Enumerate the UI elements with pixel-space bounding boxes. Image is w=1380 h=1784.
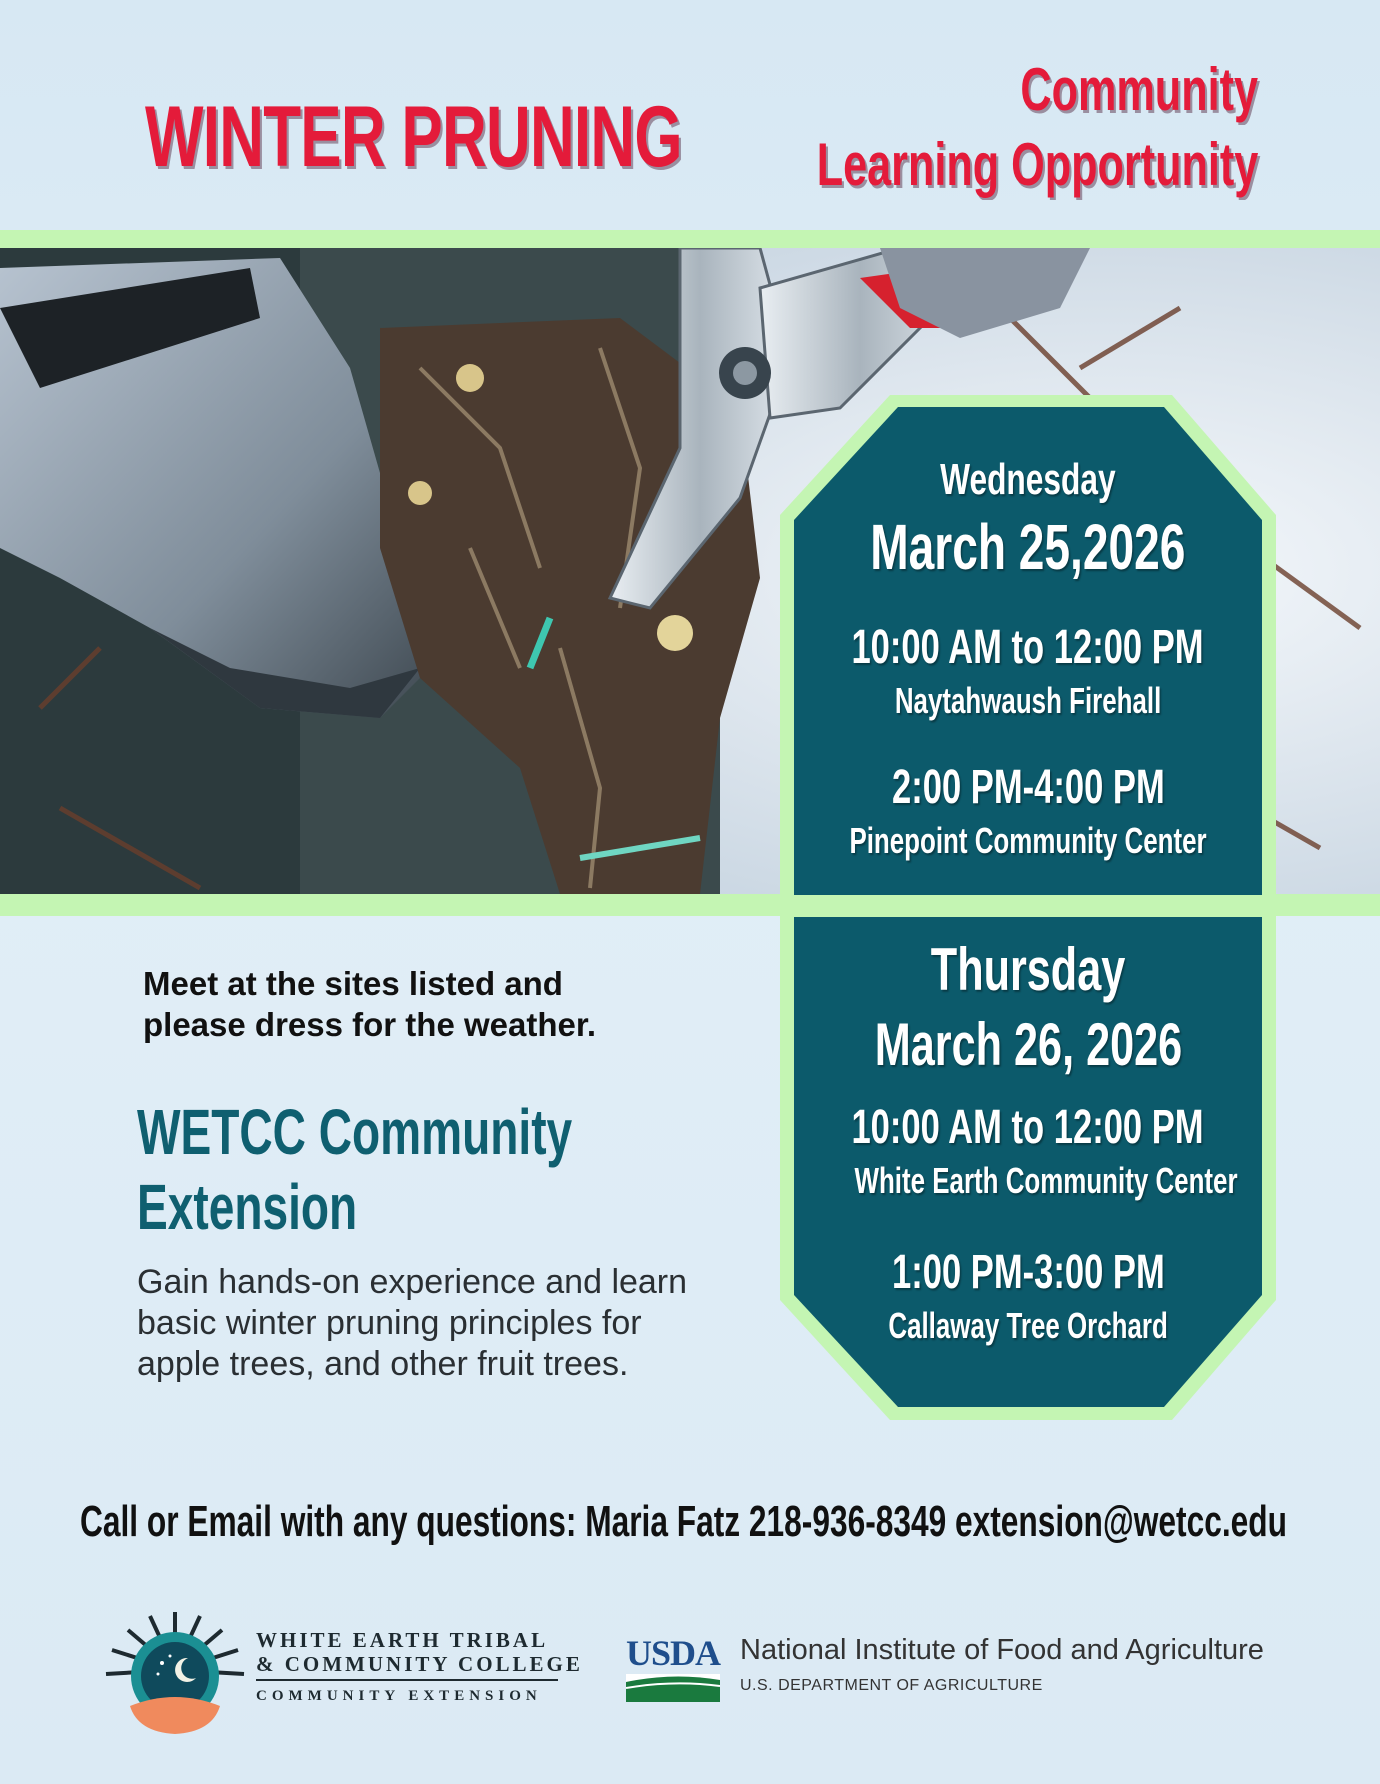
wetcc-logo-icon (100, 1608, 250, 1738)
wetcc-divider (256, 1679, 558, 1681)
wetcc-name-line-1: WHITE EARTH TRIBAL (256, 1628, 549, 1652)
day1-date: March 25,2026 (870, 511, 1186, 583)
nifa-name: National Institute of Food and Agriculture (740, 1634, 1264, 1666)
usda-wordmark: USDA (626, 1633, 721, 1673)
subtitle-line-2: Learning Opportunity (816, 131, 1258, 198)
schedule-panel (780, 395, 1276, 1420)
contact-line: Call or Email with any questions: Maria Fatz 218-936-8349 extension@wetcc.edu (80, 1497, 1287, 1546)
description: Gain hands-on experience and learn basic winter pruning principles for apple trees, and other fruit trees. (137, 1263, 688, 1383)
wetcc-name-line-2: & COMMUNITY COLLEGE (256, 1652, 583, 1676)
wetcc-name-line-3: COMMUNITY EXTENSION (256, 1688, 542, 1704)
extension-title-line-2: Extension (137, 1171, 358, 1243)
day2-weekday: Thursday (930, 936, 1126, 1003)
usda-field-icon (626, 1674, 720, 1702)
meet-note-line-1: Meet at the sites listed and (143, 965, 563, 1002)
day1-session1-time: 10:00 AM to 12:00 PM (851, 621, 1205, 674)
nifa-subtitle: U.S. DEPARTMENT OF AGRICULTURE (740, 1677, 1043, 1694)
accent-band-top (0, 230, 1380, 248)
day2-session1-location: White Earth Community Center (854, 1160, 1238, 1201)
day1-session2-time: 2:00 PM-4:00 PM (891, 761, 1165, 814)
day2-session2-time: 1:00 PM-3:00 PM (891, 1246, 1165, 1299)
meet-note (143, 963, 743, 1045)
day1-session1-location: Naytahwaush Firehall (894, 680, 1162, 721)
subtitle-line-1: Community (1020, 56, 1258, 123)
meet-note-line-2: please dress for the weather. (143, 1006, 597, 1043)
day2-date: March 26, 2026 (874, 1011, 1182, 1078)
page-title: WINTER PRUNING (145, 89, 682, 185)
extension-title-line-1: WETCC Community (137, 1096, 573, 1168)
day1-session2-location: Pinepoint Community Center (849, 820, 1207, 861)
day1-weekday: Wednesday (940, 455, 1116, 504)
extension-title (137, 1095, 741, 1245)
day2-session2-location: Callaway Tree Orchard (888, 1305, 1168, 1346)
day2-session1-time: 10:00 AM to 12:00 PM (851, 1101, 1205, 1154)
